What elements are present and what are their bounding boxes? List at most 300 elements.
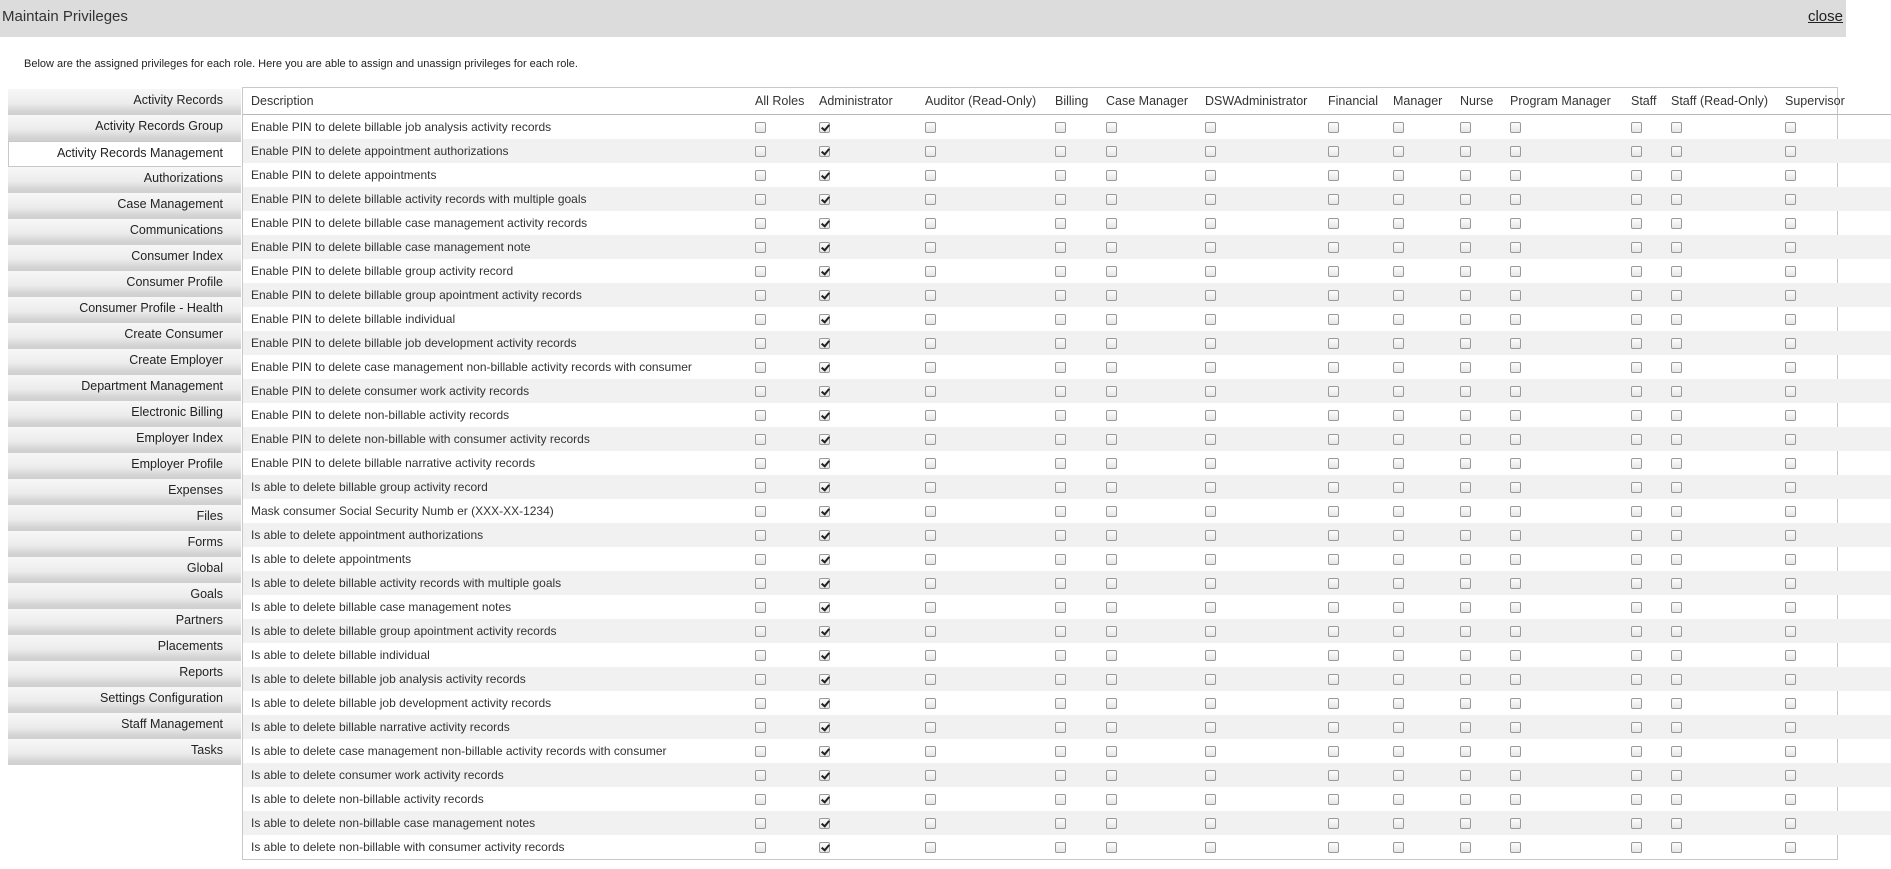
privilege-checkbox[interactable] [1393, 794, 1404, 805]
privilege-checkbox[interactable] [819, 554, 830, 565]
privilege-checkbox[interactable] [1510, 194, 1521, 205]
privilege-checkbox[interactable] [1785, 578, 1796, 589]
privilege-checkbox[interactable] [1055, 506, 1066, 517]
privilege-checkbox[interactable] [1393, 674, 1404, 685]
privilege-checkbox[interactable] [1328, 554, 1339, 565]
privilege-checkbox[interactable] [1510, 386, 1521, 397]
privilege-checkbox[interactable] [1631, 746, 1642, 757]
privilege-checkbox[interactable] [755, 170, 766, 181]
privilege-checkbox[interactable] [819, 170, 830, 181]
privilege-checkbox[interactable] [1671, 338, 1682, 349]
privilege-checkbox[interactable] [755, 602, 766, 613]
privilege-checkbox[interactable] [1205, 386, 1216, 397]
privilege-checkbox[interactable] [1631, 554, 1642, 565]
sidebar-item[interactable]: Partners [8, 609, 241, 635]
privilege-checkbox[interactable] [1785, 722, 1796, 733]
privilege-checkbox[interactable] [925, 434, 936, 445]
privilege-checkbox[interactable] [1785, 818, 1796, 829]
privilege-checkbox[interactable] [1460, 554, 1471, 565]
privilege-checkbox[interactable] [1205, 266, 1216, 277]
privilege-checkbox[interactable] [819, 722, 830, 733]
privilege-checkbox[interactable] [819, 530, 830, 541]
privilege-checkbox[interactable] [1205, 842, 1216, 853]
privilege-checkbox[interactable] [1328, 410, 1339, 421]
privilege-checkbox[interactable] [1055, 674, 1066, 685]
privilege-checkbox[interactable] [925, 794, 936, 805]
privilege-checkbox[interactable] [1510, 578, 1521, 589]
privilege-checkbox[interactable] [1328, 674, 1339, 685]
privilege-checkbox[interactable] [1631, 362, 1642, 373]
privilege-checkbox[interactable] [755, 386, 766, 397]
privilege-checkbox[interactable] [1785, 242, 1796, 253]
privilege-checkbox[interactable] [1510, 314, 1521, 325]
privilege-checkbox[interactable] [1106, 746, 1117, 757]
privilege-checkbox[interactable] [1671, 386, 1682, 397]
privilege-checkbox[interactable] [1106, 218, 1117, 229]
privilege-checkbox[interactable] [1106, 818, 1117, 829]
privilege-checkbox[interactable] [1510, 146, 1521, 157]
privilege-checkbox[interactable] [1510, 746, 1521, 757]
privilege-checkbox[interactable] [1055, 194, 1066, 205]
privilege-checkbox[interactable] [925, 770, 936, 781]
privilege-checkbox[interactable] [755, 482, 766, 493]
privilege-checkbox[interactable] [1055, 290, 1066, 301]
sidebar-item[interactable]: Communications [8, 219, 241, 245]
sidebar-item[interactable]: Staff Management [8, 713, 241, 739]
privilege-checkbox[interactable] [1106, 674, 1117, 685]
privilege-checkbox[interactable] [819, 578, 830, 589]
privilege-checkbox[interactable] [1055, 362, 1066, 373]
privilege-checkbox[interactable] [1460, 626, 1471, 637]
sidebar-item[interactable]: Activity Records Management [8, 141, 241, 167]
privilege-checkbox[interactable] [1106, 314, 1117, 325]
sidebar-item[interactable]: Case Management [8, 193, 241, 219]
privilege-checkbox[interactable] [1460, 842, 1471, 853]
privilege-checkbox[interactable] [1205, 698, 1216, 709]
privilege-checkbox[interactable] [1510, 242, 1521, 253]
privilege-checkbox[interactable] [925, 746, 936, 757]
privilege-checkbox[interactable] [925, 242, 936, 253]
privilege-checkbox[interactable] [1460, 362, 1471, 373]
privilege-checkbox[interactable] [1631, 218, 1642, 229]
sidebar-item[interactable]: Tasks [8, 739, 241, 765]
privilege-checkbox[interactable] [925, 530, 936, 541]
privilege-checkbox[interactable] [1393, 242, 1404, 253]
privilege-checkbox[interactable] [1510, 290, 1521, 301]
privilege-checkbox[interactable] [1205, 578, 1216, 589]
privilege-checkbox[interactable] [1106, 386, 1117, 397]
privilege-checkbox[interactable] [1328, 170, 1339, 181]
privilege-checkbox[interactable] [1785, 266, 1796, 277]
sidebar-item[interactable]: Create Employer [8, 349, 241, 375]
privilege-checkbox[interactable] [1205, 290, 1216, 301]
privilege-checkbox[interactable] [755, 194, 766, 205]
privilege-checkbox[interactable] [755, 698, 766, 709]
privilege-checkbox[interactable] [819, 602, 830, 613]
privilege-checkbox[interactable] [1055, 386, 1066, 397]
privilege-checkbox[interactable] [1393, 746, 1404, 757]
privilege-checkbox[interactable] [1631, 842, 1642, 853]
privilege-checkbox[interactable] [1631, 290, 1642, 301]
privilege-checkbox[interactable] [925, 170, 936, 181]
privilege-checkbox[interactable] [1393, 434, 1404, 445]
privilege-checkbox[interactable] [925, 338, 936, 349]
privilege-checkbox[interactable] [1631, 818, 1642, 829]
privilege-checkbox[interactable] [1055, 410, 1066, 421]
privilege-checkbox[interactable] [1671, 626, 1682, 637]
privilege-checkbox[interactable] [925, 266, 936, 277]
privilege-checkbox[interactable] [1510, 794, 1521, 805]
privilege-checkbox[interactable] [1460, 530, 1471, 541]
privilege-checkbox[interactable] [1393, 842, 1404, 853]
privilege-checkbox[interactable] [1393, 146, 1404, 157]
privilege-checkbox[interactable] [1460, 410, 1471, 421]
privilege-checkbox[interactable] [1510, 122, 1521, 133]
sidebar-item[interactable]: Electronic Billing [8, 401, 241, 427]
privilege-checkbox[interactable] [819, 266, 830, 277]
privilege-checkbox[interactable] [1785, 314, 1796, 325]
privilege-checkbox[interactable] [1328, 482, 1339, 493]
privilege-checkbox[interactable] [1205, 458, 1216, 469]
sidebar-item[interactable]: Activity Records Group [8, 115, 241, 141]
privilege-checkbox[interactable] [925, 554, 936, 565]
privilege-checkbox[interactable] [755, 218, 766, 229]
privilege-checkbox[interactable] [1631, 578, 1642, 589]
privilege-checkbox[interactable] [1460, 434, 1471, 445]
privilege-checkbox[interactable] [1510, 338, 1521, 349]
privilege-checkbox[interactable] [1393, 818, 1404, 829]
privilege-checkbox[interactable] [1055, 770, 1066, 781]
privilege-checkbox[interactable] [1631, 194, 1642, 205]
privilege-checkbox[interactable] [755, 770, 766, 781]
privilege-checkbox[interactable] [1055, 266, 1066, 277]
privilege-checkbox[interactable] [1393, 770, 1404, 781]
privilege-checkbox[interactable] [1460, 602, 1471, 613]
privilege-checkbox[interactable] [1393, 722, 1404, 733]
privilege-checkbox[interactable] [1510, 818, 1521, 829]
privilege-checkbox[interactable] [1393, 506, 1404, 517]
privilege-checkbox[interactable] [1460, 770, 1471, 781]
privilege-checkbox[interactable] [1460, 578, 1471, 589]
privilege-checkbox[interactable] [1510, 626, 1521, 637]
privilege-checkbox[interactable] [1631, 650, 1642, 661]
privilege-checkbox[interactable] [1785, 554, 1796, 565]
privilege-checkbox[interactable] [1055, 554, 1066, 565]
privilege-checkbox[interactable] [1393, 170, 1404, 181]
privilege-checkbox[interactable] [925, 818, 936, 829]
privilege-checkbox[interactable] [1631, 242, 1642, 253]
privilege-checkbox[interactable] [1055, 146, 1066, 157]
privilege-checkbox[interactable] [1671, 578, 1682, 589]
privilege-checkbox[interactable] [1106, 602, 1117, 613]
privilege-checkbox[interactable] [925, 458, 936, 469]
privilege-checkbox[interactable] [755, 266, 766, 277]
privilege-checkbox[interactable] [925, 506, 936, 517]
privilege-checkbox[interactable] [1785, 146, 1796, 157]
sidebar-item[interactable]: Placements [8, 635, 241, 661]
privilege-checkbox[interactable] [1205, 410, 1216, 421]
privilege-checkbox[interactable] [1785, 842, 1796, 853]
privilege-checkbox[interactable] [1510, 482, 1521, 493]
privilege-checkbox[interactable] [1510, 434, 1521, 445]
privilege-checkbox[interactable] [1460, 122, 1471, 133]
privilege-checkbox[interactable] [1106, 554, 1117, 565]
privilege-checkbox[interactable] [1328, 770, 1339, 781]
privilege-checkbox[interactable] [1785, 770, 1796, 781]
privilege-checkbox[interactable] [755, 818, 766, 829]
privilege-checkbox[interactable] [1671, 554, 1682, 565]
privilege-checkbox[interactable] [1631, 794, 1642, 805]
privilege-checkbox[interactable] [1055, 626, 1066, 637]
privilege-checkbox[interactable] [1460, 506, 1471, 517]
privilege-checkbox[interactable] [1393, 602, 1404, 613]
privilege-checkbox[interactable] [1510, 170, 1521, 181]
privilege-checkbox[interactable] [1328, 578, 1339, 589]
privilege-checkbox[interactable] [1671, 770, 1682, 781]
privilege-checkbox[interactable] [925, 482, 936, 493]
privilege-checkbox[interactable] [1671, 410, 1682, 421]
privilege-checkbox[interactable] [1785, 386, 1796, 397]
privilege-checkbox[interactable] [1671, 314, 1682, 325]
privilege-checkbox[interactable] [1510, 218, 1521, 229]
privilege-checkbox[interactable] [1393, 218, 1404, 229]
privilege-checkbox[interactable] [1055, 218, 1066, 229]
privilege-checkbox[interactable] [1631, 674, 1642, 685]
privilege-checkbox[interactable] [1460, 386, 1471, 397]
privilege-checkbox[interactable] [1631, 170, 1642, 181]
privilege-checkbox[interactable] [755, 746, 766, 757]
privilege-checkbox[interactable] [1393, 338, 1404, 349]
privilege-checkbox[interactable] [819, 122, 830, 133]
privilege-checkbox[interactable] [1460, 818, 1471, 829]
privilege-checkbox[interactable] [925, 146, 936, 157]
privilege-checkbox[interactable] [1205, 482, 1216, 493]
privilege-checkbox[interactable] [1055, 842, 1066, 853]
privilege-checkbox[interactable] [1205, 674, 1216, 685]
privilege-checkbox[interactable] [1205, 122, 1216, 133]
privilege-checkbox[interactable] [1055, 722, 1066, 733]
privilege-checkbox[interactable] [1055, 314, 1066, 325]
sidebar-item[interactable]: Employer Index [8, 427, 241, 453]
privilege-checkbox[interactable] [1393, 578, 1404, 589]
privilege-checkbox[interactable] [755, 722, 766, 733]
privilege-checkbox[interactable] [1785, 338, 1796, 349]
privilege-checkbox[interactable] [1671, 530, 1682, 541]
privilege-checkbox[interactable] [1328, 242, 1339, 253]
privilege-checkbox[interactable] [1055, 122, 1066, 133]
privilege-checkbox[interactable] [819, 218, 830, 229]
privilege-checkbox[interactable] [755, 290, 766, 301]
privilege-checkbox[interactable] [755, 554, 766, 565]
privilege-checkbox[interactable] [1631, 146, 1642, 157]
privilege-checkbox[interactable] [1106, 626, 1117, 637]
privilege-checkbox[interactable] [1106, 434, 1117, 445]
privilege-checkbox[interactable] [1328, 290, 1339, 301]
privilege-checkbox[interactable] [1671, 746, 1682, 757]
privilege-checkbox[interactable] [1328, 314, 1339, 325]
privilege-checkbox[interactable] [1328, 794, 1339, 805]
privilege-checkbox[interactable] [1785, 218, 1796, 229]
privilege-checkbox[interactable] [1785, 698, 1796, 709]
privilege-checkbox[interactable] [1460, 266, 1471, 277]
privilege-checkbox[interactable] [1510, 770, 1521, 781]
privilege-checkbox[interactable] [1328, 386, 1339, 397]
privilege-checkbox[interactable] [1510, 554, 1521, 565]
privilege-checkbox[interactable] [1671, 146, 1682, 157]
privilege-checkbox[interactable] [819, 410, 830, 421]
privilege-checkbox[interactable] [819, 434, 830, 445]
privilege-checkbox[interactable] [1205, 170, 1216, 181]
privilege-checkbox[interactable] [925, 290, 936, 301]
privilege-checkbox[interactable] [1510, 410, 1521, 421]
privilege-checkbox[interactable] [1205, 146, 1216, 157]
privilege-checkbox[interactable] [819, 194, 830, 205]
privilege-checkbox[interactable] [1106, 266, 1117, 277]
privilege-checkbox[interactable] [1328, 818, 1339, 829]
privilege-checkbox[interactable] [1671, 602, 1682, 613]
privilege-checkbox[interactable] [1631, 434, 1642, 445]
privilege-checkbox[interactable] [1055, 794, 1066, 805]
privilege-checkbox[interactable] [819, 314, 830, 325]
privilege-checkbox[interactable] [1671, 674, 1682, 685]
privilege-checkbox[interactable] [1205, 722, 1216, 733]
privilege-checkbox[interactable] [1055, 530, 1066, 541]
privilege-checkbox[interactable] [1631, 458, 1642, 469]
privilege-checkbox[interactable] [819, 650, 830, 661]
privilege-checkbox[interactable] [1510, 362, 1521, 373]
privilege-checkbox[interactable] [755, 578, 766, 589]
privilege-checkbox[interactable] [925, 122, 936, 133]
privilege-checkbox[interactable] [1106, 338, 1117, 349]
sidebar-item[interactable]: Reports [8, 661, 241, 687]
privilege-checkbox[interactable] [755, 146, 766, 157]
privilege-checkbox[interactable] [1328, 698, 1339, 709]
privilege-checkbox[interactable] [925, 314, 936, 325]
privilege-checkbox[interactable] [1106, 290, 1117, 301]
privilege-checkbox[interactable] [1328, 194, 1339, 205]
privilege-checkbox[interactable] [755, 674, 766, 685]
privilege-checkbox[interactable] [1460, 218, 1471, 229]
privilege-checkbox[interactable] [1106, 722, 1117, 733]
privilege-checkbox[interactable] [925, 650, 936, 661]
privilege-checkbox[interactable] [819, 482, 830, 493]
privilege-checkbox[interactable] [755, 530, 766, 541]
privilege-checkbox[interactable] [1393, 314, 1404, 325]
privilege-checkbox[interactable] [1631, 266, 1642, 277]
privilege-checkbox[interactable] [1106, 530, 1117, 541]
privilege-checkbox[interactable] [1460, 290, 1471, 301]
privilege-checkbox[interactable] [1106, 482, 1117, 493]
privilege-checkbox[interactable] [1785, 194, 1796, 205]
privilege-checkbox[interactable] [819, 698, 830, 709]
privilege-checkbox[interactable] [1671, 194, 1682, 205]
privilege-checkbox[interactable] [1393, 266, 1404, 277]
privilege-checkbox[interactable] [819, 362, 830, 373]
privilege-checkbox[interactable] [1328, 746, 1339, 757]
privilege-checkbox[interactable] [1055, 338, 1066, 349]
privilege-checkbox[interactable] [1205, 314, 1216, 325]
privilege-checkbox[interactable] [1328, 722, 1339, 733]
privilege-checkbox[interactable] [925, 194, 936, 205]
privilege-checkbox[interactable] [1106, 362, 1117, 373]
privilege-checkbox[interactable] [1328, 146, 1339, 157]
privilege-checkbox[interactable] [819, 794, 830, 805]
privilege-checkbox[interactable] [819, 818, 830, 829]
privilege-checkbox[interactable] [1671, 122, 1682, 133]
privilege-checkbox[interactable] [1510, 722, 1521, 733]
privilege-checkbox[interactable] [1393, 362, 1404, 373]
privilege-checkbox[interactable] [1205, 818, 1216, 829]
privilege-checkbox[interactable] [1631, 482, 1642, 493]
privilege-checkbox[interactable] [925, 362, 936, 373]
privilege-checkbox[interactable] [1328, 602, 1339, 613]
privilege-checkbox[interactable] [1460, 338, 1471, 349]
privilege-checkbox[interactable] [1460, 722, 1471, 733]
privilege-checkbox[interactable] [925, 386, 936, 397]
privilege-checkbox[interactable] [1460, 242, 1471, 253]
privilege-checkbox[interactable] [1785, 482, 1796, 493]
privilege-checkbox[interactable] [1671, 818, 1682, 829]
privilege-checkbox[interactable] [1631, 770, 1642, 781]
privilege-checkbox[interactable] [1785, 674, 1796, 685]
privilege-checkbox[interactable] [1328, 434, 1339, 445]
privilege-checkbox[interactable] [1055, 818, 1066, 829]
privilege-checkbox[interactable] [1328, 458, 1339, 469]
privilege-checkbox[interactable] [925, 602, 936, 613]
privilege-checkbox[interactable] [1671, 434, 1682, 445]
privilege-checkbox[interactable] [1785, 530, 1796, 541]
sidebar-item[interactable]: Activity Records [8, 89, 241, 115]
privilege-checkbox[interactable] [819, 674, 830, 685]
privilege-checkbox[interactable] [1460, 170, 1471, 181]
privilege-checkbox[interactable] [1328, 338, 1339, 349]
privilege-checkbox[interactable] [1106, 410, 1117, 421]
privilege-checkbox[interactable] [1393, 122, 1404, 133]
privilege-checkbox[interactable] [1393, 290, 1404, 301]
privilege-checkbox[interactable] [1106, 146, 1117, 157]
privilege-checkbox[interactable] [1671, 650, 1682, 661]
sidebar-item[interactable]: Create Consumer [8, 323, 241, 349]
privilege-checkbox[interactable] [925, 842, 936, 853]
privilege-checkbox[interactable] [1671, 506, 1682, 517]
privilege-checkbox[interactable] [1671, 722, 1682, 733]
privilege-checkbox[interactable] [1785, 170, 1796, 181]
sidebar-item[interactable]: Settings Configuration [8, 687, 241, 713]
privilege-checkbox[interactable] [1785, 506, 1796, 517]
privilege-checkbox[interactable] [1631, 506, 1642, 517]
privilege-checkbox[interactable] [1393, 194, 1404, 205]
privilege-checkbox[interactable] [1328, 650, 1339, 661]
privilege-checkbox[interactable] [1510, 698, 1521, 709]
privilege-checkbox[interactable] [1205, 434, 1216, 445]
privilege-checkbox[interactable] [755, 626, 766, 637]
privilege-checkbox[interactable] [1393, 650, 1404, 661]
privilege-checkbox[interactable] [1631, 386, 1642, 397]
sidebar-item[interactable]: Consumer Profile [8, 271, 241, 297]
privilege-checkbox[interactable] [1055, 578, 1066, 589]
privilege-checkbox[interactable] [1393, 698, 1404, 709]
privilege-checkbox[interactable] [1106, 578, 1117, 589]
privilege-checkbox[interactable] [819, 842, 830, 853]
privilege-checkbox[interactable] [1205, 602, 1216, 613]
privilege-checkbox[interactable] [1205, 506, 1216, 517]
privilege-checkbox[interactable] [1631, 314, 1642, 325]
privilege-checkbox[interactable] [1460, 674, 1471, 685]
privilege-checkbox[interactable] [925, 578, 936, 589]
privilege-checkbox[interactable] [1785, 746, 1796, 757]
privilege-checkbox[interactable] [819, 290, 830, 301]
privilege-checkbox[interactable] [819, 746, 830, 757]
